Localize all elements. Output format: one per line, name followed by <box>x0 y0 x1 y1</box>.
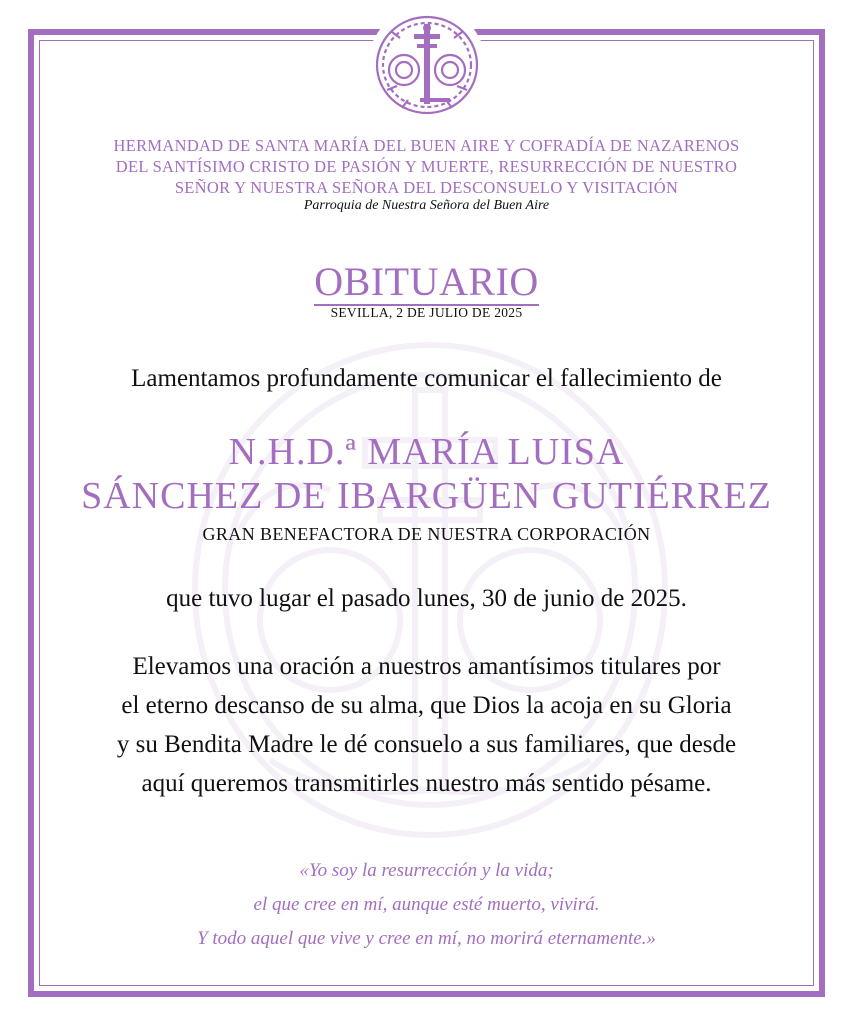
parish-name: Parroquia de Nuestra Señora del Buen Aire <box>303 198 550 213</box>
organization-line-2: DEL SANTÍSIMO CRISTO DE PASIÓN Y MUERTE, RESURRECCIÓN DE NUESTRO <box>115 157 738 176</box>
deceased-role: GRAN BENEFACTORA DE NUESTRA CORPORACIÓN <box>202 524 651 544</box>
scripture-quote <box>40 854 813 956</box>
brotherhood-crest-icon <box>372 10 482 120</box>
quote-line-3: Y todo aquel que vive y cree en mí, no morirá eternamente.» <box>197 928 656 949</box>
organization-name <box>40 135 813 198</box>
deceased-name-line-1: N.H.D.ª MARÍA LUISA <box>228 431 625 473</box>
page-title <box>40 258 813 305</box>
deceased-name <box>40 430 813 518</box>
prayer-line-2: el eterno descanso de su alma, que Dios la acoja en su Gloria <box>121 692 732 719</box>
intro-text: Lamentamos profundamente comunicar el fallecimiento de <box>131 365 722 392</box>
organization-line-1: HERMANDAD DE SANTA MARÍA DEL BUEN AIRE Y COFRADÍA DE NAZARENOS <box>113 136 740 155</box>
organization-line-3: SEÑOR Y NUESTRA SEÑORA DEL DESCONSUELO Y VISITACIÓN <box>174 178 679 197</box>
death-date-text: que tuvo lugar el pasado lunes, 30 de junio de 2025. <box>166 585 687 612</box>
page-title-text: OBITUARIO <box>314 259 539 304</box>
quote-line-1: «Yo soy la resurrección y la vida; <box>299 860 554 881</box>
prayer-line-4: aquí queremos transmitirles nuestro más sentido pésame. <box>141 770 712 797</box>
prayer-line-1: Elevamos una oración a nuestros amantísimos titulares por <box>132 653 721 680</box>
notice-date: SEVILLA, 2 DE JULIO DE 2025 <box>330 305 523 320</box>
prayer-paragraph <box>40 647 813 803</box>
prayer-line-3: y su Bendita Madre le dé consuelo a sus familiares, que desde <box>116 731 737 758</box>
quote-line-2: el que cree en mí, aunque esté muerto, vivirá. <box>253 894 600 915</box>
deceased-name-line-2: SÁNCHEZ DE IBARGÜEN GUTIÉRREZ <box>81 475 772 517</box>
